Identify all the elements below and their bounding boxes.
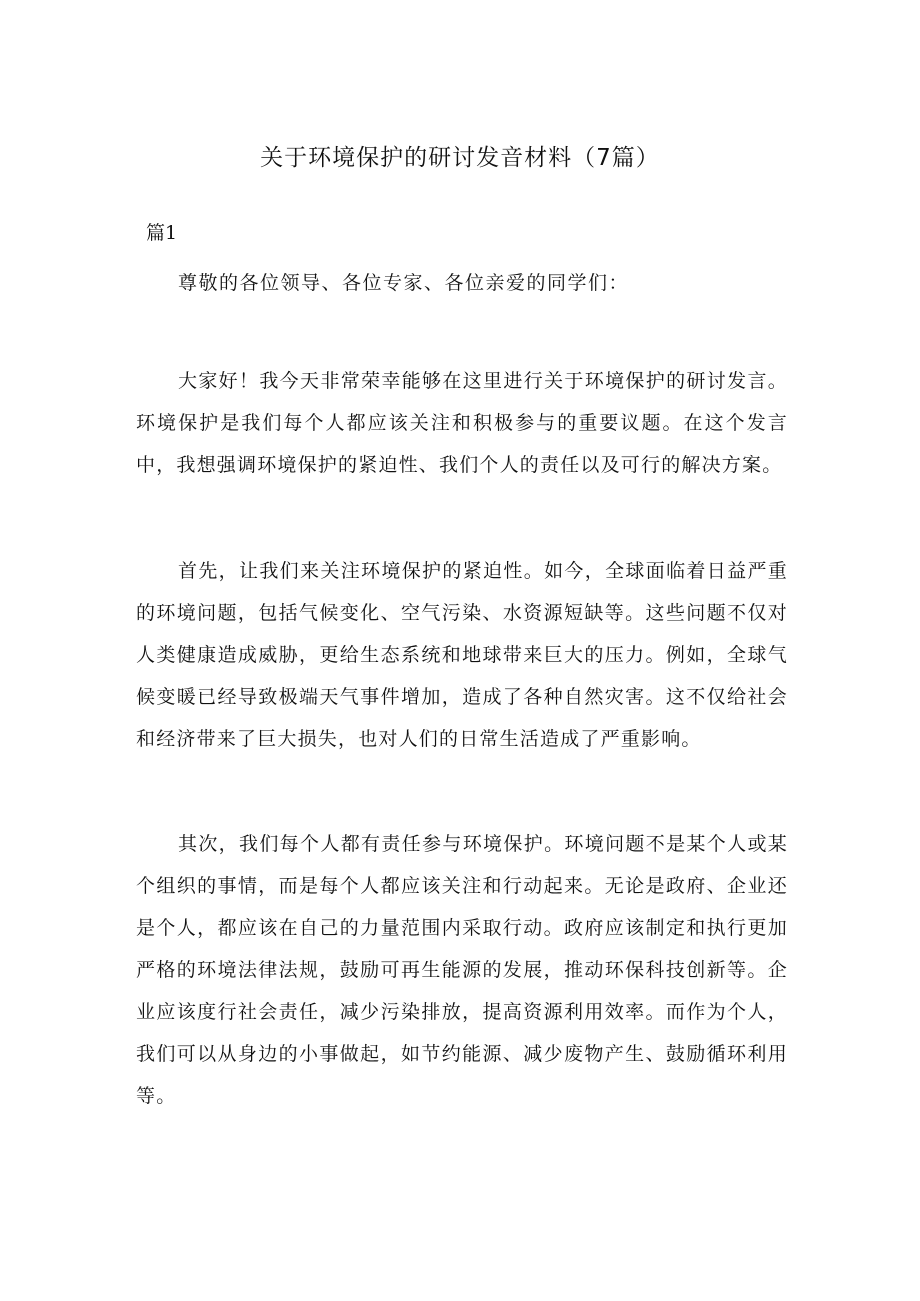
paragraph-intro: 大家好！我今天非常荣幸能够在这里进行关于环境保护的研讨发言。环境保护是我们每个人都应该关注和积极参与的重要议题。在这个发言中，我想强调环境保护的紧迫性、我们个人的责任以及可行的解决方案。 bbox=[136, 370, 788, 476]
greeting-line: 尊敬的各位领导、各位专家、各位亲爱的同学们： bbox=[178, 272, 630, 294]
paragraph-urgency: 首先，让我们来关注环境保护的紧迫性。如今，全球面临着日益严重的环境问题，包括气候变化、空气污染、水资源短缺等。这些问题不仅对人类健康造成威胁，更给生态系统和地球带来巨大的压力。例如，全球气候变暖已经导致极端天气事件增加，造成了各种自然灾害。这不仅给社会和经济带来了巨大损失，也对人们的日常生活造成了严重影响。 bbox=[136, 560, 788, 750]
document-title: 关于环境保护的研讨发音材料（7篇） bbox=[260, 145, 660, 171]
section-label: 篇1 bbox=[146, 222, 178, 244]
paragraph-responsibility: 其次，我们每个人都有责任参与环境保护。环境问题不是某个人或某个组织的事情，而是每个人都应该关注和行动起来。无论是政府、企业还是个人，都应该在自己的力量范围内采取行动。政府应该制定和执行更加严格的环境法律法规，鼓励可再生能源的发展，推动环保科技创新等。企业应该度行社会责任，减少污染排放，提高资源利用效率。而作为个人，我们可以从身边的小事做起，如节约能源、减少废物产生、鼓励循环利用等。 bbox=[136, 833, 788, 1107]
